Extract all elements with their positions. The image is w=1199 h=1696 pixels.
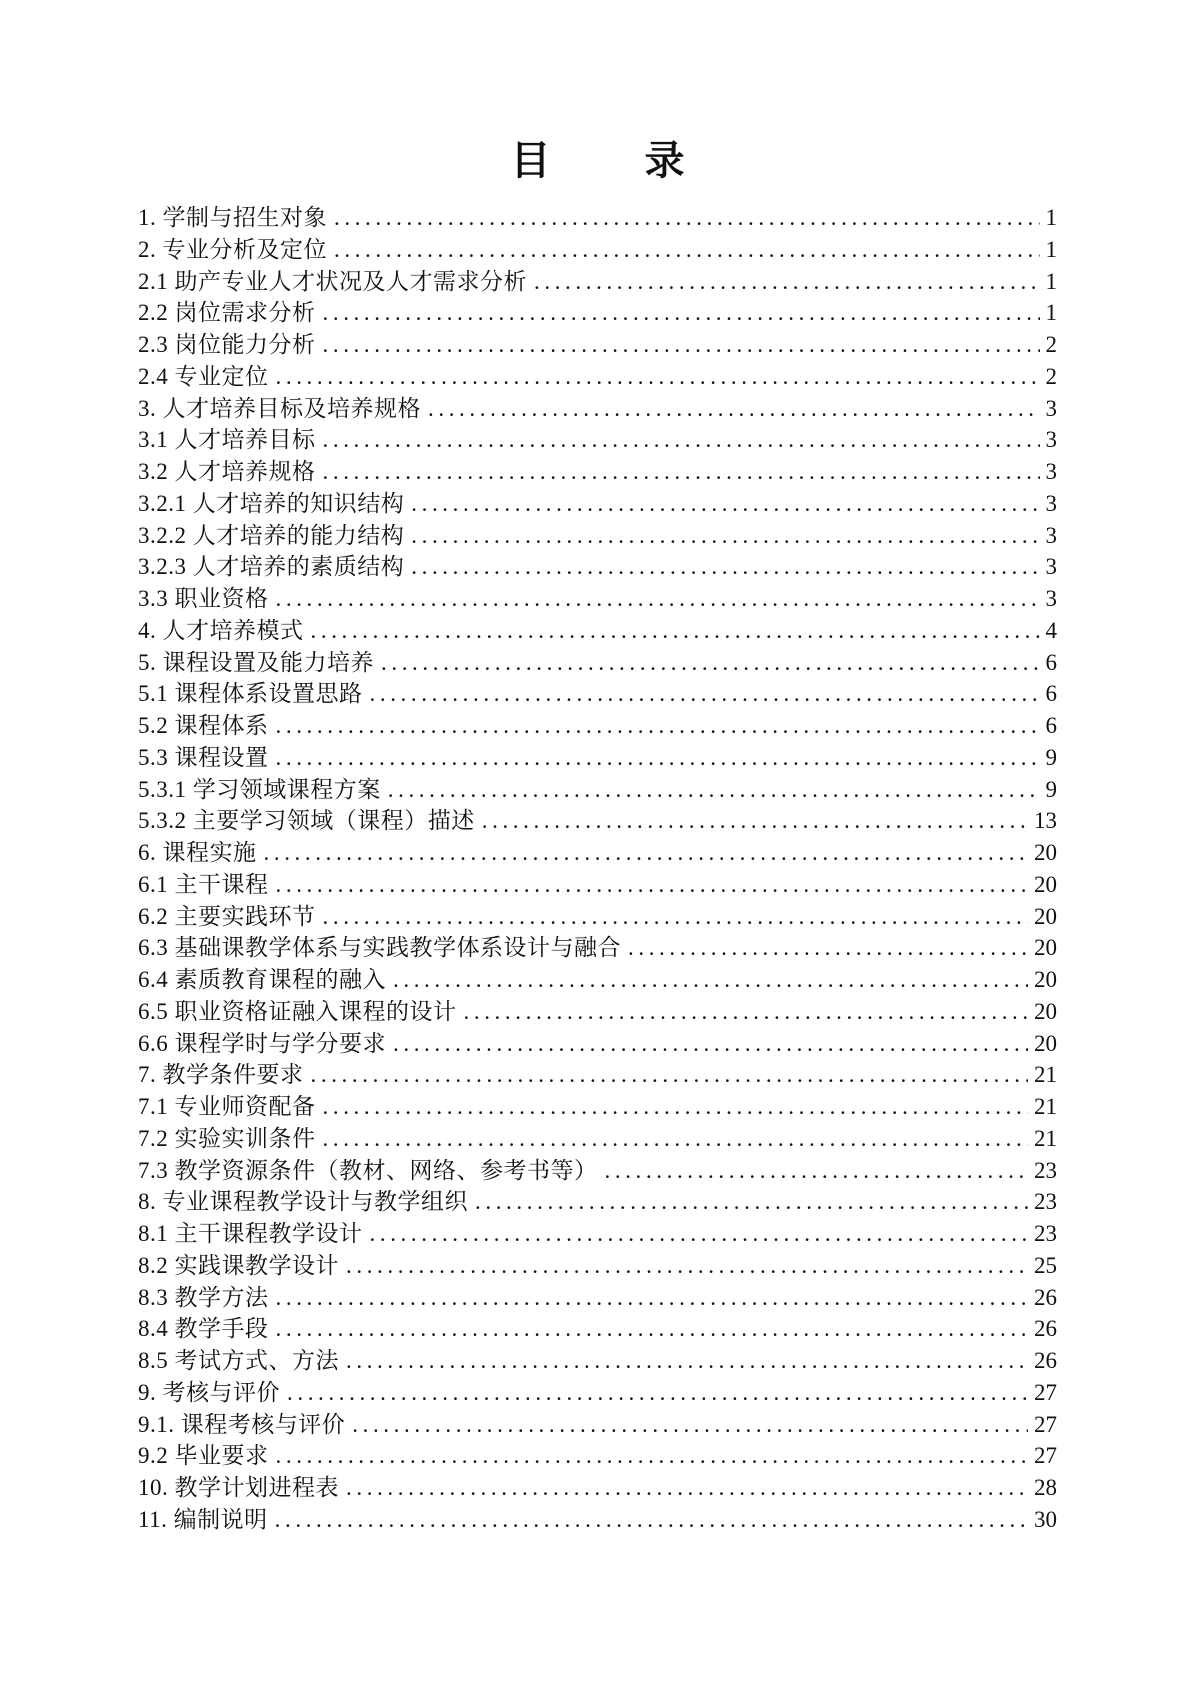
toc-entry-label: 5.3 课程设置	[138, 744, 269, 770]
toc-leader-dots	[370, 678, 1040, 710]
toc-leader-dots	[276, 710, 1040, 742]
toc-leader-dots	[276, 361, 1040, 393]
toc-leader-dots	[275, 1504, 1028, 1536]
toc-entry-page: 2	[1045, 332, 1057, 357]
toc-entry-label: 5.2 课程体系	[138, 713, 269, 738]
toc-entry-page: 3	[1045, 459, 1057, 484]
toc-entry-page: 3	[1045, 395, 1057, 421]
toc-entry-label: 5. 课程设置及能力培养	[138, 649, 374, 675]
toc-entry-page: 27	[1034, 1443, 1057, 1469]
toc-entry-page: 25	[1034, 1252, 1057, 1278]
toc-entry	[138, 837, 1057, 869]
toc-entry-label: 9. 考核与评价	[138, 1379, 280, 1405]
toc-entry	[138, 361, 1057, 393]
toc-entry-page: 26	[1034, 1284, 1057, 1310]
toc-entry-page: 23	[1034, 1157, 1057, 1183]
toc-entry-label: 8.5 考试方式、方法	[138, 1348, 339, 1373]
toc-leader-dots	[323, 456, 1040, 488]
toc-entry-label: 10. 教学计划进程表	[138, 1475, 339, 1500]
toc-entry-page: 6	[1045, 681, 1057, 707]
toc-entry	[138, 520, 1057, 552]
toc-leader-dots	[311, 1059, 1029, 1091]
toc-entry-page: 23	[1034, 1221, 1057, 1246]
toc-leader-dots	[276, 869, 1029, 901]
toc-leader-dots	[411, 488, 1039, 520]
toc-entry-page: 1	[1045, 268, 1057, 294]
toc-entry	[138, 1155, 1057, 1187]
toc-entry-label: 3.2.2 人才培养的能力结构	[138, 522, 405, 548]
toc-entry	[138, 583, 1057, 615]
toc-entry-label: 6.6 课程学时与学分要求	[138, 1030, 386, 1056]
toc-entry	[138, 615, 1057, 647]
toc-leader-dots	[264, 837, 1029, 869]
toc-entry-label: 1. 学制与招生对象	[138, 205, 327, 230]
toc-entry	[138, 1028, 1057, 1060]
toc-entry	[138, 1059, 1057, 1091]
toc-leader-dots	[276, 1313, 1029, 1345]
toc-leader-dots	[311, 615, 1040, 647]
toc-entry-label: 7. 教学条件要求	[138, 1062, 304, 1088]
toc-leader-dots	[393, 1028, 1028, 1060]
toc-entry-label: 8.4 教学手段	[138, 1316, 269, 1342]
toc-entry	[138, 1218, 1057, 1250]
toc-entry-label: 3.2 人才培养规格	[138, 459, 316, 484]
toc-entry-label: 3.3 职业资格	[138, 586, 269, 611]
toc-entry-label: 6.3 基础课教学体系与实践教学体系设计与融合	[138, 935, 621, 961]
toc-entry-page: 20	[1034, 903, 1057, 929]
toc-leader-dots	[323, 1123, 1029, 1155]
toc-entry-page: 27	[1034, 1411, 1057, 1437]
toc-entry-label: 3.2.3 人才培养的素质结构	[138, 554, 405, 580]
toc-entry-label: 6.2 主要实践环节	[138, 903, 316, 929]
toc-entry-page: 21	[1034, 1062, 1057, 1088]
toc-entry-label: 5.3.2 主要学习领域（课程）描述	[138, 808, 475, 834]
toc-leader-dots	[388, 774, 1040, 806]
toc-entry-page: 3	[1045, 554, 1057, 580]
toc-entry	[138, 1472, 1057, 1504]
toc-entry	[138, 1282, 1057, 1314]
toc-entry	[138, 647, 1057, 679]
toc-entry-page: 20	[1034, 871, 1057, 897]
toc-entry	[138, 393, 1057, 425]
toc-entry	[138, 1440, 1057, 1472]
toc-entry-label: 6. 课程实施	[138, 840, 257, 865]
toc-entry-page: 3	[1045, 586, 1057, 611]
toc-entry-label: 11. 编制说明	[138, 1506, 268, 1532]
toc-leader-dots	[323, 424, 1040, 456]
toc-entry-label: 7.3 教学资源条件（教材、网络、参考书等）	[138, 1157, 598, 1183]
toc-leader-dots	[276, 583, 1040, 615]
toc-entry	[138, 996, 1057, 1028]
toc-leader-dots	[287, 1377, 1028, 1409]
toc-entry	[138, 742, 1057, 774]
toc-entry	[138, 1313, 1057, 1345]
toc-entry-page: 1	[1045, 236, 1057, 262]
toc-leader-dots	[323, 329, 1040, 361]
toc-entry-label: 8.3 教学方法	[138, 1284, 269, 1310]
toc-leader-dots	[605, 1155, 1029, 1187]
toc-entry-label: 8.1 主干课程教学设计	[138, 1221, 363, 1246]
toc-entry-page: 26	[1034, 1316, 1057, 1342]
toc-entry-label: 3.2.1 人才培养的知识结构	[138, 490, 405, 516]
toc-list	[138, 202, 1057, 1536]
toc-entry-page: 2	[1045, 363, 1057, 389]
toc-leader-dots	[352, 1409, 1028, 1441]
toc-leader-dots	[393, 964, 1028, 996]
toc-entry-label: 8. 专业课程教学设计与教学组织	[138, 1189, 468, 1215]
toc-entry-label: 2.3 岗位能力分析	[138, 332, 316, 357]
toc-leader-dots	[370, 1218, 1029, 1250]
toc-leader-dots	[323, 297, 1040, 329]
toc-entry-label: 9.2 毕业要求	[138, 1443, 269, 1469]
toc-entry-label: 2. 专业分析及定位	[138, 236, 327, 262]
toc-entry-page: 3	[1045, 522, 1057, 548]
toc-entry	[138, 805, 1057, 837]
toc-leader-dots	[323, 901, 1029, 933]
toc-entry-page: 4	[1045, 617, 1057, 643]
toc-entry	[138, 1091, 1057, 1123]
toc-entry-page: 23	[1034, 1189, 1057, 1215]
toc-entry-label: 3.1 人才培养目标	[138, 427, 316, 453]
toc-entry-page: 6	[1045, 649, 1057, 675]
toc-entry	[138, 678, 1057, 710]
toc-entry-page: 9	[1045, 744, 1057, 770]
toc-entry	[138, 266, 1057, 298]
toc-entry	[138, 1345, 1057, 1377]
toc-entry	[138, 329, 1057, 361]
toc-entry-label: 7.2 实验实训条件	[138, 1125, 316, 1151]
toc-entry	[138, 1123, 1057, 1155]
toc-entry	[138, 964, 1057, 996]
toc-leader-dots	[323, 1091, 1029, 1123]
toc-leader-dots	[276, 1282, 1029, 1314]
toc-entry	[138, 234, 1057, 266]
toc-entry-label: 2.4 专业定位	[138, 363, 269, 389]
toc-leader-dots	[334, 202, 1040, 234]
toc-entry-label: 6.4 素质教育课程的融入	[138, 967, 386, 992]
toc-entry-page: 1	[1045, 205, 1057, 230]
toc-entry-label: 6.1 主干课程	[138, 871, 269, 897]
page-title: 目 录	[510, 138, 685, 183]
toc-entry	[138, 774, 1057, 806]
toc-entry	[138, 869, 1057, 901]
toc-leader-dots	[346, 1345, 1028, 1377]
toc-entry-label: 2.1 助产专业人才状况及人才需求分析	[138, 268, 527, 294]
toc-entry-label: 6.5 职业资格证融入课程的设计	[138, 998, 457, 1024]
toc-leader-dots	[411, 520, 1039, 552]
toc-leader-dots	[346, 1472, 1028, 1504]
toc-entry	[138, 456, 1057, 488]
toc-entry-label: 3. 人才培养目标及培养规格	[138, 395, 421, 421]
toc-entry-page: 6	[1045, 713, 1057, 738]
toc-entry	[138, 1504, 1057, 1536]
toc-leader-dots	[482, 805, 1028, 837]
toc-leader-dots	[276, 742, 1040, 774]
toc-leader-dots	[464, 996, 1029, 1028]
toc-entry	[138, 901, 1057, 933]
toc-entry	[138, 932, 1057, 964]
toc-entry-page: 13	[1034, 808, 1057, 834]
toc-entry-label: 5.1 课程体系设置思路	[138, 681, 363, 707]
toc-entry-page: 20	[1034, 967, 1057, 992]
toc-leader-dots	[334, 234, 1040, 266]
toc-entry	[138, 202, 1057, 234]
toc-entry	[138, 424, 1057, 456]
toc-entry-page: 21	[1034, 1094, 1057, 1119]
toc-entry-page: 30	[1034, 1506, 1057, 1532]
toc-entry-label: 5.3.1 学习领域课程方案	[138, 776, 381, 802]
toc-entry-page: 20	[1034, 998, 1057, 1024]
toc-entry-page: 20	[1034, 1030, 1057, 1056]
toc-entry	[138, 1250, 1057, 1282]
toc-entry-page: 20	[1034, 935, 1057, 961]
toc-leader-dots	[346, 1250, 1028, 1282]
toc-entry	[138, 297, 1057, 329]
toc-entry-label: 4. 人才培养模式	[138, 617, 304, 643]
toc-leader-dots	[381, 647, 1040, 679]
toc-leader-dots	[475, 1186, 1028, 1218]
toc-entry-page: 28	[1034, 1475, 1057, 1500]
toc-entry	[138, 488, 1057, 520]
toc-entry-page: 3	[1045, 427, 1057, 453]
toc-entry	[138, 1186, 1057, 1218]
toc-entry	[138, 1377, 1057, 1409]
toc-entry-page: 26	[1034, 1348, 1057, 1373]
toc-entry	[138, 1409, 1057, 1441]
toc-leader-dots	[411, 551, 1039, 583]
toc-entry-page: 27	[1034, 1379, 1057, 1405]
toc-leader-dots	[428, 393, 1040, 425]
toc-entry-label: 2.2 岗位需求分析	[138, 300, 316, 326]
toc-entry-label: 8.2 实践课教学设计	[138, 1252, 339, 1278]
toc-entry	[138, 551, 1057, 583]
toc-entry-label: 7.1 专业师资配备	[138, 1094, 316, 1119]
toc-leader-dots	[276, 1440, 1029, 1472]
toc-entry-page: 9	[1045, 776, 1057, 802]
toc-entry-label: 9.1. 课程考核与评价	[138, 1411, 346, 1437]
toc-entry-page: 3	[1045, 490, 1057, 516]
toc-entry-page: 21	[1034, 1125, 1057, 1151]
toc-entry-page: 20	[1034, 840, 1057, 865]
toc-leader-dots	[534, 266, 1040, 298]
toc-entry-page: 1	[1045, 300, 1057, 326]
toc-leader-dots	[628, 932, 1028, 964]
toc-entry	[138, 710, 1057, 742]
